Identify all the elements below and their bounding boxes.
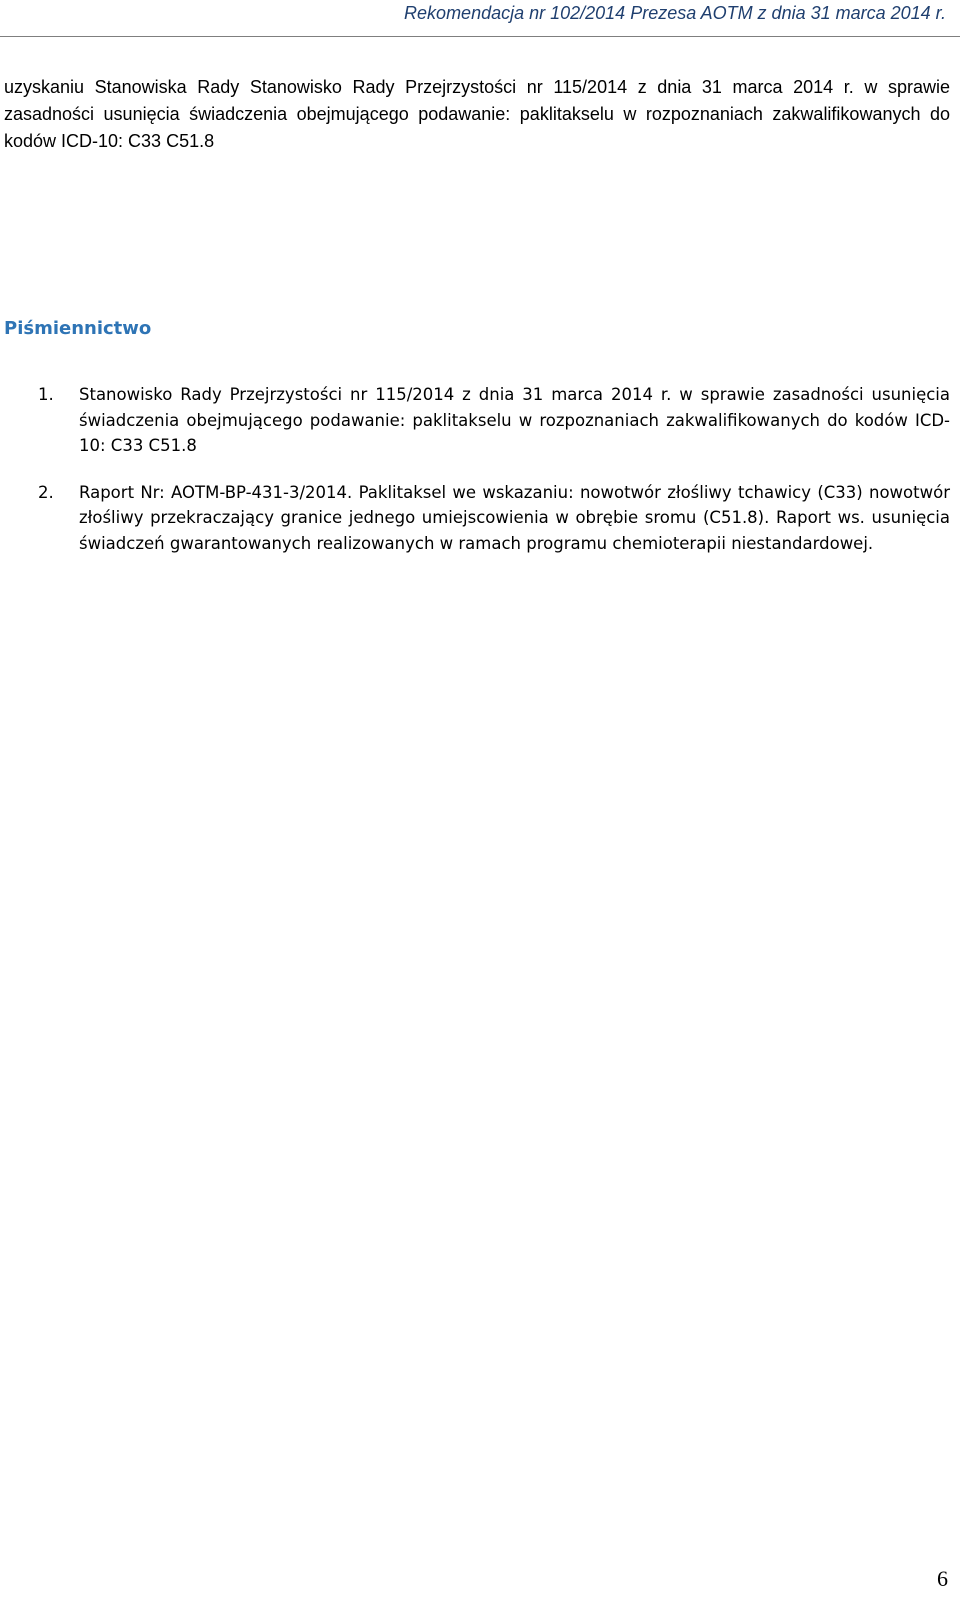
reference-text: Raport Nr: AOTM-BP-431-3/2014. Paklitaksel we wskazaniu: nowotwór złośliwy tchawicy (C33) nowotwór złośliwy przekraczający granice jednego umiejscowienia w obrębie sromu (C51.8). Raport ws. usunięcia świadczeń gwarantowanych realizowanych w ramach programu chemioterapii niestandardowej. — [79, 482, 950, 553]
reference-text: Stanowisko Rady Przejrzystości nr 115/2014 z dnia 31 marca 2014 r. w sprawie zasadności usunięcia świadczenia obejmującego podawanie: paklitakselu w rozpoznaniach zakwalifikowanych do kodów ICD-10: C33 C51.8 — [79, 385, 950, 455]
page-header — [0, 0, 960, 40]
intro-paragraph: uzyskaniu Stanowiska Rady Stanowisko Rady Przejrzystości nr 115/2014 z dnia 31 marca 2014 r. w sprawie zasadności usunięcia świadczenia obejmującego podawanie: paklitakselu w rozpoznaniach zakwalifikowanych do kodów ICD-10: C33 C51.8 — [4, 77, 950, 151]
reference-number: 1. — [38, 385, 54, 404]
header-title: Rekomendacja nr 102/2014 Prezesa AOTM z dnia 31 marca 2014 r. — [404, 3, 946, 23]
references-heading: Piśmiennictwo — [4, 318, 152, 339]
header-divider — [0, 36, 960, 37]
page-number: 6 — [937, 1566, 948, 1591]
reference-item — [4, 382, 950, 459]
references-list — [4, 382, 950, 556]
reference-number: 2. — [38, 482, 54, 502]
reference-item — [4, 480, 950, 557]
